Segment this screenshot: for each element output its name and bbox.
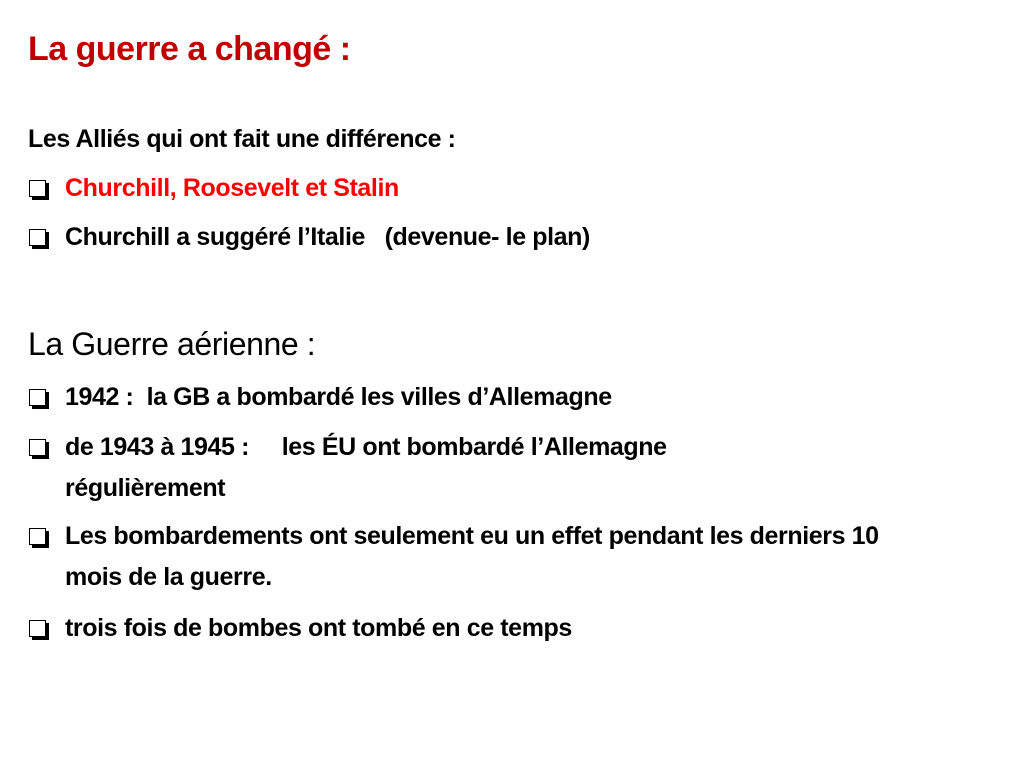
allies-heading: Les Alliés qui ont fait une différence : — [28, 125, 456, 153]
hollow-square-bullet-icon — [29, 389, 46, 406]
list-item-text: Les bombardements ont seulement eu un effet pendant les derniers 10 mois de la guerre. — [65, 522, 879, 591]
air-war-heading: La Guerre aérienne : — [28, 326, 316, 362]
hollow-square-bullet-icon — [29, 439, 46, 456]
list-item — [28, 377, 988, 418]
hollow-square-bullet-icon — [29, 180, 46, 197]
list-item-text: trois fois de bombes ont tombé en ce temps — [65, 614, 572, 642]
slide-title: La guerre a changé : — [28, 30, 351, 68]
list-item — [28, 217, 988, 258]
list-item — [28, 168, 988, 209]
hollow-square-bullet-icon — [29, 620, 46, 637]
list-item — [28, 427, 988, 509]
list-item — [28, 608, 988, 649]
list-item-text: 1942 : la GB a bombardé les villes d’Allemagne — [65, 383, 612, 411]
list-item — [28, 516, 988, 598]
hollow-square-bullet-icon — [29, 229, 46, 246]
list-item-text: de 1943 à 1945 : les ÉU ont bombardé l’Allemagne régulièrement — [65, 433, 674, 502]
hollow-square-bullet-icon — [29, 528, 46, 545]
list-item-text: Churchill a suggéré l’Italie (devenue- le plan) — [65, 223, 590, 251]
list-item-text: Churchill, Roosevelt et Stalin — [65, 174, 399, 202]
